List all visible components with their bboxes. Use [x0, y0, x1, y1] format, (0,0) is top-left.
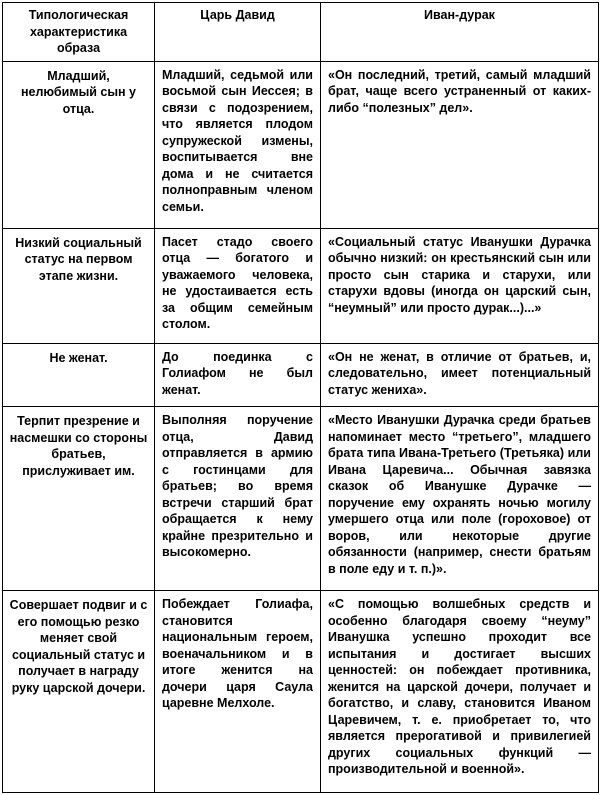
table-row: [3, 61, 599, 228]
cell-characteristic: Низкий социальный статус на первом этапе жизни.: [3, 228, 155, 343]
comparison-table: [2, 2, 599, 793]
cell-david: Выполняя поручение отца, Давид отправляется в армию с гостинцами для братьев; во время встречи старший брат обращается к нему крайне презрительно и высокомерно.: [155, 407, 321, 591]
cell-ivan: «Социальный статус Иванушки Дурачка обычно низкий: он крестьянский сын или просто сын старика и старухи, или старухи вдовы (иногда он царский сын, “неумный” или просто дурак...)...»: [321, 228, 599, 343]
cell-characteristic: Совершает подвиг и с его помощью резко меняет свой социальный статус и получает в награду руку царской дочери.: [3, 591, 155, 793]
cell-ivan: «Место Иванушки Дурачка среди братьев напоминает место “третьего”, младшего брата типа Ивана-Третьего (Третьяка) или Ивана Царевича... Обычная завязка сказок об Иванушке Дурачке — поручение ему охранять ночью могилу умершего отца или поле (гороховое) от воров, или некоторые другие обязанности (например, снести братьям в поле еду и т. п.)».: [321, 407, 599, 591]
cell-ivan: «Он не женат, в отличие от братьев, и, следовательно, имеет потенциальный статус жениха».: [321, 343, 599, 406]
table-row: [3, 407, 599, 591]
cell-ivan: «Он последний, третий, самый младший брат, чаще всего устраненный от каких-либо “полезных” дел».: [321, 61, 599, 228]
table-row: [3, 228, 599, 343]
table-row: [3, 591, 599, 793]
cell-david: До поединка с Голиафом не был женат.: [155, 343, 321, 406]
cell-david: Побеждает Голиафа, становится национальным героем, военачальником и в итоге женится на дочери царя Саула царевне Мелхоле.: [155, 591, 321, 793]
cell-characteristic: Не женат.: [3, 343, 155, 406]
cell-characteristic: Терпит презрение и насмешки со стороны братьев, прислуживает им.: [3, 407, 155, 591]
cell-characteristic: Младший, нелюбимый сын у отца.: [3, 61, 155, 228]
column-header-ivan: Иван-дурак: [321, 3, 599, 62]
cell-david: Младший, седьмой или восьмой сын Иессея; в связи с подозрением, что является плодом супружеской измены, воспитывается вне дома и не считается полноправным членом семьи.: [155, 61, 321, 228]
table-row: [3, 343, 599, 406]
column-header-david: Царь Давид: [155, 3, 321, 62]
cell-david: Пасет стадо своего отца — богатого и уважаемого человека, не удостаивается есть за общим семейным столом.: [155, 228, 321, 343]
column-header-characteristic: Типологическая характеристика образа: [3, 3, 155, 62]
cell-ivan: «С помощью волшебных средств и особенно благодаря своему “неуму” Иванушка успешно проходит все испытания и достигает высших ценностей: он побеждает противника, женится на царской дочери, получает и богатство, и славу, становится Иваном Царевичем, т. е. приобретает то, что является прерогативой и привилегией других социальных функций — производительной и военной».: [321, 591, 599, 793]
header-row: [3, 3, 599, 62]
